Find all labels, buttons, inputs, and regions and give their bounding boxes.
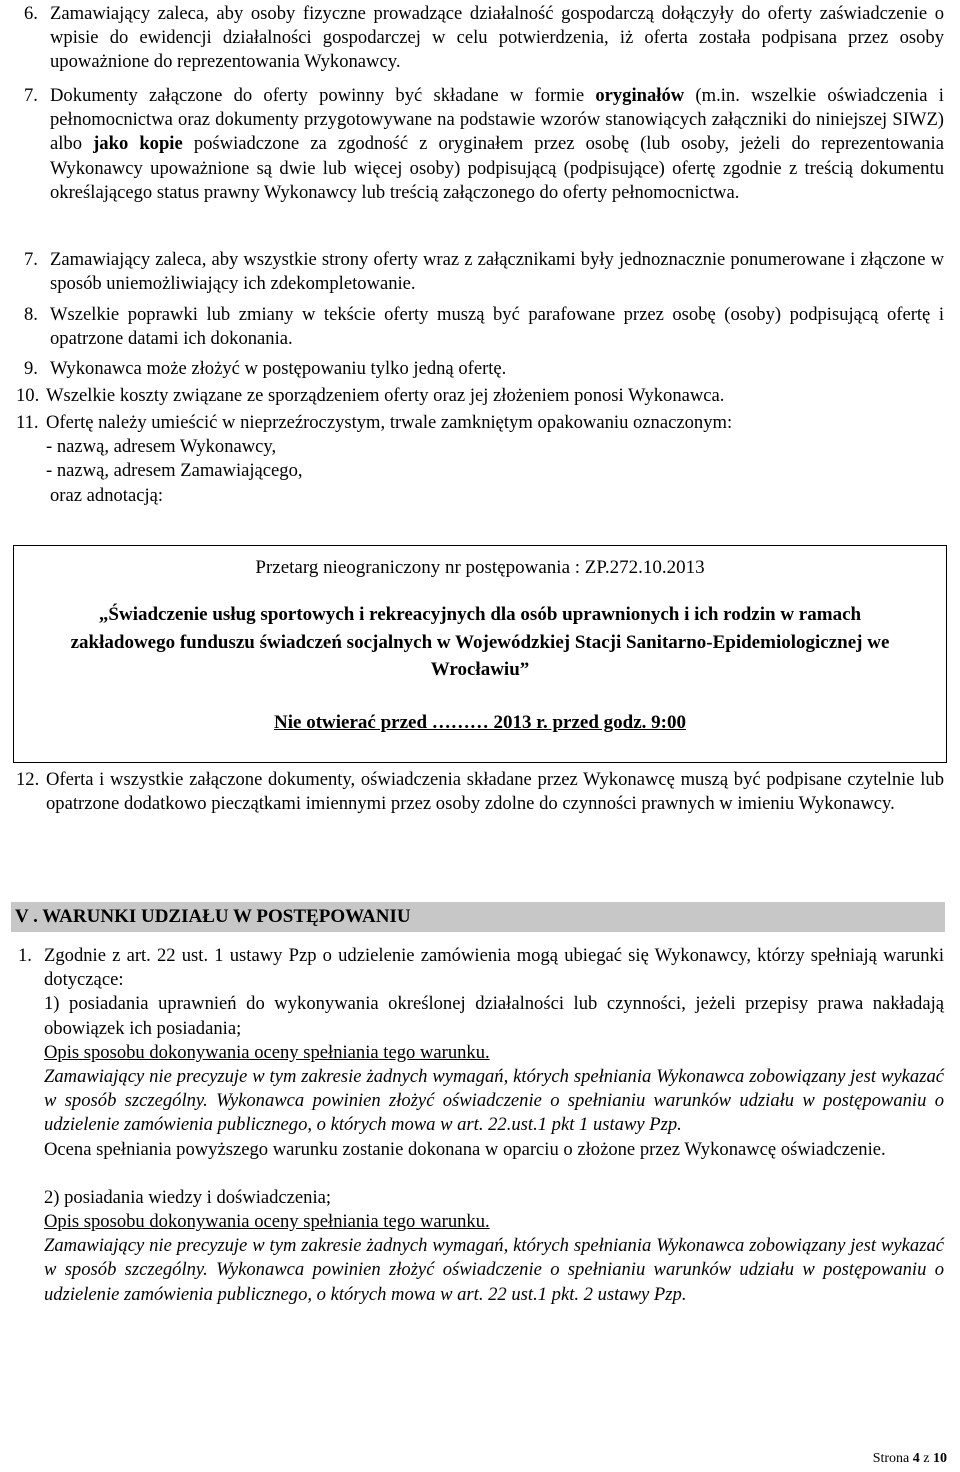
item-number: 7. (24, 249, 38, 270)
text-segment: poświadczone za zgodność z oryginałem przez osobę (lub osoby, jeżeli do reprezentowania Wykonawcy upoważnione są dwie lub więcej osoby) podpisującą (podpisujące) ofertę zgodnie z treścią dokumentu określającego status prawny Wykonawcy lub treścią załączonego do oferty pełnomocnictwa. (50, 133, 944, 203)
item-number: 7. (24, 85, 38, 106)
label-line: oraz adnotacją: (50, 484, 164, 506)
item-number: 6. (24, 3, 38, 24)
condition-1-evaluation: Ocena spełniania powyższego warunku zostanie dokonana w oparciu o złożone przez Wykonawcę oświadczenie. (44, 1138, 886, 1160)
page-number: 4 (912, 1451, 920, 1466)
section-v-content (18, 944, 944, 1307)
condition-intro (18, 944, 944, 992)
tender-title: „Świadczenie usług sportowych i rekreacyjnych dla osób uprawnionych i ich rodzin w ramach zakładowego funduszu świadczeń socjalnych w Wojewódzkiej Stacji Sanitarno-Epidemiologicznej we Wrocławiu” (70, 604, 890, 680)
item-text: Zgodnie z art. 22 ust. 1 ustawy Pzp o udzielenie zamówienia mogą ubiegać się Wykonawcy, którzy spełniają warunki dotyczące: (44, 945, 944, 991)
item-text (50, 84, 944, 205)
item-text: Oferta i wszystkie załączone dokumenty, oświadczenia składane przez Wykonawcę muszą być podpisane czytelnie lub opatrzone dodatkowo pieczątkami imiennymi przez osoby zdolne do czynności prawnych w imieniu Wykonawcy. (46, 769, 944, 815)
section-heading: V . WARUNKI UDZIAŁU W POSTĘPOWANIU (11, 902, 945, 932)
item-number: 11. (16, 412, 39, 433)
page-total: 10 (933, 1451, 947, 1466)
item-text: Zamawiający zaleca, aby wszystkie strony oferty wraz z załącznikami były jednoznacznie ponumerowane i złączone w sposób uniemożliwiający ich zdekompletowanie. (50, 249, 944, 295)
item-7-documents (24, 84, 944, 205)
condition-2-requirements: Zamawiający nie precyzuje w tym zakresie żadnych wymagań, których spełniania Wykonawca zobowiązany jest wykazać w sposób szczególny. Wykonawca powinien złożyć oświadczenie o spełnianiu warunków udziału w postępowaniu o udzielenie zamówienia publicznego, o których mowa w art. 22 ust.1 pkt. 2 ustawy Pzp. (44, 1235, 944, 1305)
envelope-label-box (13, 545, 947, 763)
page-label: Strona (872, 1451, 913, 1466)
text-segment: Dokumenty załączone do oferty powinny być składane w formie (50, 85, 596, 106)
condition-2-title: 2) posiadania wiedzy i doświadczenia; (44, 1186, 332, 1208)
item-number: 8. (24, 304, 38, 325)
item-number: 1. (18, 945, 32, 966)
item-10 (16, 384, 944, 408)
bold-segment: oryginałów (595, 85, 685, 106)
condition-1-title: 1) posiadania uprawnień do wykonywania określonej działalności lub czynności, jeżeli przepisy prawa nakładają obowiązek ich posiadania; (44, 993, 944, 1039)
item-number: 12. (16, 769, 40, 790)
item-number: 9. (24, 358, 38, 379)
item-text: Ofertę należy umieścić w nieprzeźroczystym, trwale zamkniętym opakowaniu oznaczonym: (46, 412, 733, 433)
do-not-open-note: Nie otwierać przed ……… 2013 r. przed godz. 9:00 (274, 712, 686, 733)
condition-1-method: Opis sposobu dokonywania oceny spełniania tego warunku. (44, 1041, 490, 1063)
label-line: - nazwą, adresem Zamawiającego, (46, 460, 303, 482)
item-9 (24, 357, 944, 381)
condition-2-method: Opis sposobu dokonywania oceny spełniania tego warunku. (44, 1211, 490, 1233)
item-6 (24, 2, 944, 75)
item-text: Wszelkie koszty związane ze sporządzeniem oferty oraz jej złożeniem ponosi Wykonawca. (46, 385, 725, 406)
item-11 (16, 411, 944, 508)
text-segment: (m.in. wszelkie oświadczenia i pełnomocnictwa oraz dokumenty przygotowywane na podstawie wzorów stanowiących załączniki do niniejszej SIWZ) albo (50, 85, 944, 155)
item-text: Wykonawca może złożyć w postępowaniu tylko jedną ofertę. (50, 358, 507, 379)
item-8 (24, 303, 944, 351)
item-7-numbering (24, 248, 944, 296)
item-text: Zamawiający zaleca, aby osoby fizyczne prowadzące działalność gospodarczą dołączyły do oferty zaświadczenie o wpisie do ewidencji działalności gospodarczej w celu potwierdzenia, iż oferta została podpisana przez osoby upoważnione do reprezentowania Wykonawcy. (50, 3, 944, 73)
item-number: 10. (16, 385, 40, 406)
condition-1-requirements: Zamawiający nie precyzuje w tym zakresie żadnych wymagań, których spełniania Wykonawca zobowiązany jest wykazać w sposób szczególny. Wykonawca powinien złożyć oświadczenie o spełnianiu warunków udziału w postępowaniu o udzielenie zamówienia publicznego, o których mowa w art. 22.ust.1 pkt 1 ustawy Pzp. (44, 1066, 944, 1136)
tender-number: Przetarg nieograniczony nr postępowania : ZP.272.10.2013 (255, 557, 705, 578)
page-of: z (919, 1451, 933, 1466)
item-12 (16, 768, 944, 816)
bold-segment: jako kopie (93, 133, 183, 155)
item-text: Wszelkie poprawki lub zmiany w tekście oferty muszą być parafowane przez osobę (osoby) podpisującą ofertę i opatrzone datami ich dokonania. (50, 304, 944, 350)
label-line: - nazwą, adresem Wykonawcy, (46, 436, 277, 458)
page-footer (873, 1447, 947, 1471)
